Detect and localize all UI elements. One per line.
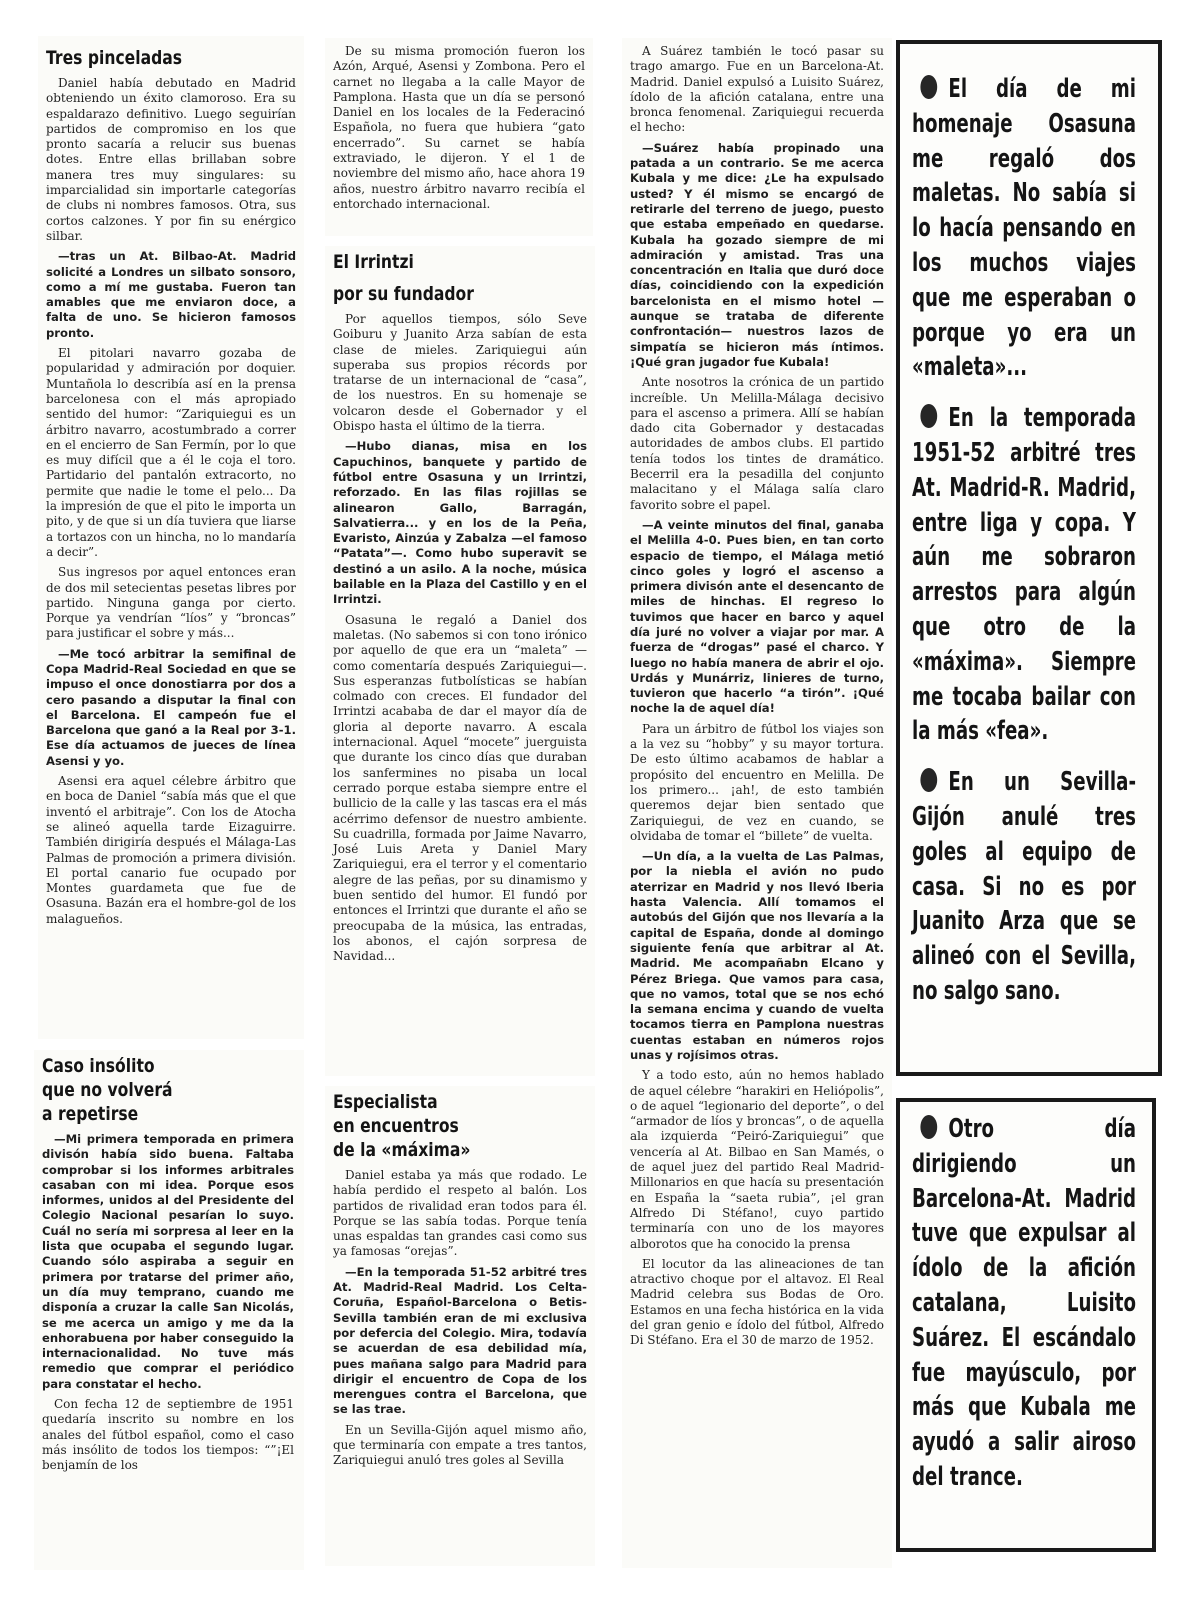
article-paragraph: El locutor da las alineaciones de tan atractivo choque por el altavoz. El Real Madrid celebra sus Bodas de Oro. Estamos en una fecha histórica en la vida del gran genio e ídolo del fútbol, Alfredo Di Stéfano. Era el 30 de marzo de 1952. (630, 1256, 884, 1348)
quote-text (912, 1112, 1136, 1495)
quote-item (912, 401, 1152, 749)
article-paragraph: Y a todo esto, aún no hemos hablado de aquel célebre “harakiri en Heliópolis”, o de aquel “legionario del deporte”, o del “armador de líos y broncas”, o de aquella ala izquierda “Peiró-Zariquiegui” que vencería al At. Bilbao en San Mamés, o de aquel juez del partido Real Madrid-Millonarios en que hacía su presentación en España la “saeta rubia”, ¡el gran Alfredo Di Stéfano!, cuyo partido terminaría con uno de los mayores alborotos que ha conocido la prensa (630, 1068, 884, 1251)
clipping-promocion (325, 38, 593, 236)
article-paragraph: En un Sevilla-Gijón aquel mismo año, que terminaría con empate a tres tantos, Zariquiegui anuló tres goles al Sevilla (333, 1422, 587, 1468)
column2-intro (333, 44, 585, 212)
bullet-dot-icon (920, 404, 937, 428)
quote-item (912, 72, 1152, 385)
heading-irrintzi-line2: por su fundador (333, 283, 474, 305)
heading-especialista-line3: de la «máxima» (333, 1139, 471, 1161)
column1-section2 (42, 1132, 294, 1474)
article-paragraph: —Un día, a la vuelta de Las Palmas, por la niebla el avión no pudo aterrizar en Madrid y nos llevó Iberia hasta Valencia. Allí tomamos el autobús del Gijón que nos llevaría a la capital de España, donde al domingo siguiente fenía que arbitrar al At. Madrid. Me acompañabn Elcano y Pérez Briega. Que vamos para casa, que no vamos, total que se nos echó la semana encima y cuando de vuelta tocamos tierra en Pamplona nuestras cuentas estaban en números rojos unas y rojísimos otras. (630, 849, 884, 1062)
clipping-irrintzi (325, 246, 595, 1076)
clipping-especialista (325, 1086, 595, 1566)
article-paragraph: —Hubo dianas, misa en los Capuchinos, banquete y partido de fútbol entre Osasuna y un Irrintzi, reforzado. En las filas rojillas se alinearon Gallo, Barragán, Salvatierra... y en los de la Peña, Evaristo, Ainzúa y Zabalza —el famoso “Patata”—. Como hubo superavit se destinó a un asilo. A la noche, música bailable en la Plaza del Castillo y en el Irrintzi. (333, 439, 587, 607)
article-paragraph: —Mi primera temporada en primera divisón había sido buena. Faltaba comprobar si los informes arbitrales casaban con mi idea. Porque esos informes, unidos al del Presidente del Colegio Nacional pesarían lo suyo. Cuál no sería mi sorpresa al leer en la lista que ocupaba el segundo lugar. Cuando sólo aspiraba a seguir en primera por tratarse del primer año, un día muy temprano, cuando me disponía a cruzar la calle San Nicolás, se me acerca un amigo y me da la enhorabuena por haber conseguido la internacionalidad. No tuve más remedio que comprar el periódico para constatar el hecho. (42, 1132, 294, 1391)
quote-box-2 (896, 1098, 1156, 1552)
article-paragraph: —Suárez había propinado una patada a un contrario. Se me acerca Kubala y me dice: ¿Le ha expulsado usted? Y él mismo se encargó de retirarle del terreno de juego, puesto que estaba empeñado en quedarse. Kubala ha gozado siempre de mi admiración y amistad. Tras una concentración en Italia que duró doce días, coincidiendo con la expedición barcelonista en el mismo hotel —aunque se trataba de diferente confrontación— nuestros lazos de simpatía se hicieron más íntimos. ¡Qué gran jugador fue Kubala! (630, 140, 884, 369)
bullet-dot-icon (920, 75, 937, 99)
bullet-dot-icon (920, 768, 937, 792)
column2-section2 (333, 1168, 587, 1469)
quote-text (912, 401, 1136, 749)
heading-caso-insolito-line3: a repetirse (42, 1103, 139, 1125)
clipping-suarez-kubala (622, 38, 892, 1568)
heading-especialista-line2: en encuentros (333, 1115, 459, 1137)
heading-tres-pinceladas: Tres pinceladas (46, 47, 183, 69)
article-paragraph: Ante nosotros la crónica de un partido increíble. Un Melilla-Málaga decisivo para el ascenso a primera. Allí se habían dado cita Gobernador y destacadas autoridades de ambos clubs. El partido tenía todos los tintes de dramático. Becerril era la pesadilla del conjunto malacitano y el Málaga salía claro favorito sobre el papel. (630, 375, 884, 512)
clipping-tres-pinceladas (38, 36, 304, 1039)
column2-section1 (333, 312, 587, 964)
bullet-dot-icon (920, 1115, 937, 1139)
article-paragraph: Daniel había debutado en Madrid obteniendo un éxito clamoroso. Era su espaldarazo definitivo. Luego seguirían partidos de compromiso en los que pronto sacaría a relucir sus buenas dotes. Entre ellas brillaban sobre manera tres muy singulares: su imparcialidad sin importarle categorías de clubs ni nombres famosos. Otra, sus cortos calzones. Y por fin su enérgico silbar. (46, 76, 296, 243)
heading-line: Caso insólito (42, 1055, 155, 1077)
article-paragraph: —Me tocó arbitrar la semifinal de Copa Madrid-Real Sociedad en que se impuso el once donostiarra por dos a cero pasando a disputar la final con el Barcelona. El campeón fue el Barcelona que ganó a la Real por 3-1. Ese día actuamos de jueces de línea Asensi y yo. (46, 646, 296, 768)
article-paragraph: —A veinte minutos del final, ganaba el Melilla 4-0. Pues bien, en tan corto espacio de tiempo, el Málaga metió cinco goles y logró el ascenso a primera divisón ante el desencanto de miles de hinchas. El regreso lo tuvimos que hacer en barco y aquel día juré no volver a viajar por mar. A fuerza de “drogas” pasé el charco. Y luego no había manera de abrir el ojo. Urdás y Munárriz, linieres de turno, tuvieron que hacerlo “a tirón”. ¡Qué noche la de aquel día! (630, 517, 884, 716)
article-paragraph: Daniel estaba ya más que rodado. Le había perdido el respeto al balón. Los partidos de rivalidad eran todos para él. Porque se las sabía todas. Porque tenía unas espaldas tan grandes casi como sus ya famosas “orejas”. (333, 1168, 587, 1259)
quote-text (912, 72, 1136, 385)
article-paragraph: Con fecha 12 de septiembre de 1951 quedaría inscrito su nombre en los anales del fútbol español, como el caso más insólito de todos los tiempos: “”¡El benjamín de los (42, 1397, 294, 1473)
article-paragraph: Por aquellos tiempos, sólo Seve Goiburu y Juanito Arza sabían de esta clase de mieles. Zariquiegui aún superaba sus propios récords por tratarse de un internacional de “casa”, de los nuestros. En su homenaje se volcaron desde el Gobernador y el Obispo hasta el último de la tierra. (333, 312, 587, 434)
column1-section1 (46, 76, 296, 927)
article-paragraph: A Suárez también le tocó pasar su trago amargo. Fue en un Barcelona-At. Madrid. Daniel expulsó a Luisito Suárez, ídolo de la afición catalana, entre una bronca fenomenal. Zariquiegui recuerda el hecho: (630, 44, 884, 135)
quote-box-2-content (912, 1112, 1148, 1511)
article-paragraph: Para un árbitro de fútbol los viajes son a la vez su “hobby” y su mayor tortura. De esto último acabamos de hablar a propósito del encuentro en Melilla. De los primero... ¡ah!, de esto también queremos dejar bien sentado que Zariquiegui, de vez en cuando, se olvidaba de tomar el “billete” de vuelta. (630, 721, 884, 843)
quote-text-content: En la temporada 1951-52 arbitré tres At. Madrid-R. Madrid, entre liga y copa. Y aún me sobraron arrestos para algún que otro de la «máxima». Siempre me tocaba bailar con la más «fea». (912, 403, 1136, 747)
quote-text (912, 765, 1136, 1009)
heading-caso-insolito-line2: que no volverá (42, 1079, 173, 1101)
article-paragraph: —En la temporada 51-52 arbitré tres At. Madrid-Real Madrid. Los Celta-Coruña, Español-Barcelona o Betis-Sevilla también eran de mi exclusiva por defercia del Colegio. Mira, todavía se acuerdan de esa debilidad mía, pues mañana salgo para Madrid para dirigir el encuentro de Copa de los merengues contra el Barcelona, que se las trae. (333, 1264, 587, 1417)
article-paragraph: —tras un At. Bilbao-At. Madrid solicité a Londres un silbato sonsoro, como a mí me gustaba. Fueron tan amables que me enviaron doce, a falta de uno. Se hicieron famosos pronto. (46, 249, 296, 340)
column3-text (630, 44, 884, 1349)
quote-text-content: Otro día dirigiendo un Barcelona-At. Madrid tuve que expulsar al ídolo de la afición catalana, Luisito Suárez. El escándalo fue mayúsculo, por más que Kubala me ayudó a salir airoso del trance. (912, 1114, 1136, 1492)
quote-item (912, 1112, 1148, 1495)
quote-item (912, 765, 1152, 1009)
quote-box-1-content (912, 72, 1152, 1025)
heading-caso-insolito (42, 1054, 249, 1078)
heading-irrintzi: El Irrintzi (333, 251, 414, 273)
article-paragraph: Osasuna le regaló a Daniel dos maletas. (No sabemos si con tono irónico por aquello de que era un “maleta” —como comentaría después Zariquiegui—. Sus esperanzas futbolísticas se habían colmado con creces. El fundador del Irrintzi acababa de dar el mayor día de gloria al deporte navarro. A escala internacional. Aquel “mocete” juerguista que durante los cinco días que duraban los sanfermines no pisaba un local cerrado porque estaba siempre entre el bullicio de la calle y las tascas era el más acérrimo defensor de nuestro ambiente. Su cuadrilla, formada por Jaime Navarro, José Luis Areta y Daniel Mary Zariquiegui, era el terror y el comentario alegre de las peñas, por su dinamismo y buen sentido del humor. El fundó por entonces el Irrintzi que durante el año se preocupaba de la música, las entradas, los abonos, el cajón sorpresa de Navidad... (333, 612, 587, 964)
quote-box-1 (896, 40, 1162, 1076)
clipping-caso-insolito (34, 1050, 304, 1570)
article-paragraph: El pitolari navarro gozaba de popularidad y admiración por doquier. Muntañola lo describía así en la prensa barcelonesa con el más apropiado sentido del humor: “Zariquiegui es un árbitro navarro, acostumbrado a correr en el encierro de San Fermín, por lo que es muy difícil que a él le coja el toro. Partidario del pantalón extracorto, no permite que nadie le tome el pelo... Da la impresión de que el pito le importa un pito, y de que si un día tuviera que liarse a tortazos con un hincha, no lo mandaría a decir”. (46, 346, 296, 559)
quote-text-content: En un Sevilla-Gijón anulé tres goles al equipo de casa. Si no es por Juanito Arza que se alineó con el Sevilla, no salgo sano. (912, 767, 1136, 1006)
article-paragraph: De su misma promoción fueron los Azón, Arqué, Asensi y Zombona. Pero el carnet no llegaba a la calle Mayor de Pamplona. Hasta que un día se personó Daniel en los locales de la Federacinó Española, no fuera que hubiera “gato encerrado”. Su carnet se había extraviado, le dijeron. Y el 1 de noviembre del mismo año, hace ahora 19 años, nuestro árbitro navarro recibía el entorchado internacional. (333, 44, 585, 211)
article-paragraph: Sus ingresos por aquel entonces eran de dos mil setecientas pesetas libres por partido. Ninguna ganga por cierto. Porque ya vendrían “líos” y “broncas” para justificar el sobre y más... (46, 565, 296, 641)
quote-text-content: El día de mi homenaje Osasuna me regaló dos maletas. No sabía si lo hacía pensando en los muchos viajes que me esperaban o porque yo era un «maleta»... (912, 74, 1136, 383)
heading-especialista: Especialista (333, 1091, 438, 1113)
article-paragraph: Asensi era aquel célebre árbitro que en boca de Daniel “sabía más que el que inventó el arbitraje”. Con los de Atocha se alineó aquella tarde Eizaguirre. También dirigiría después el Málaga-Las Palmas de promoción a primera división. El portal canario fue ocupado por Montes guardameta que fue de Osasuna. Bazán era el hombre-gol de los malagueños. (46, 774, 296, 926)
